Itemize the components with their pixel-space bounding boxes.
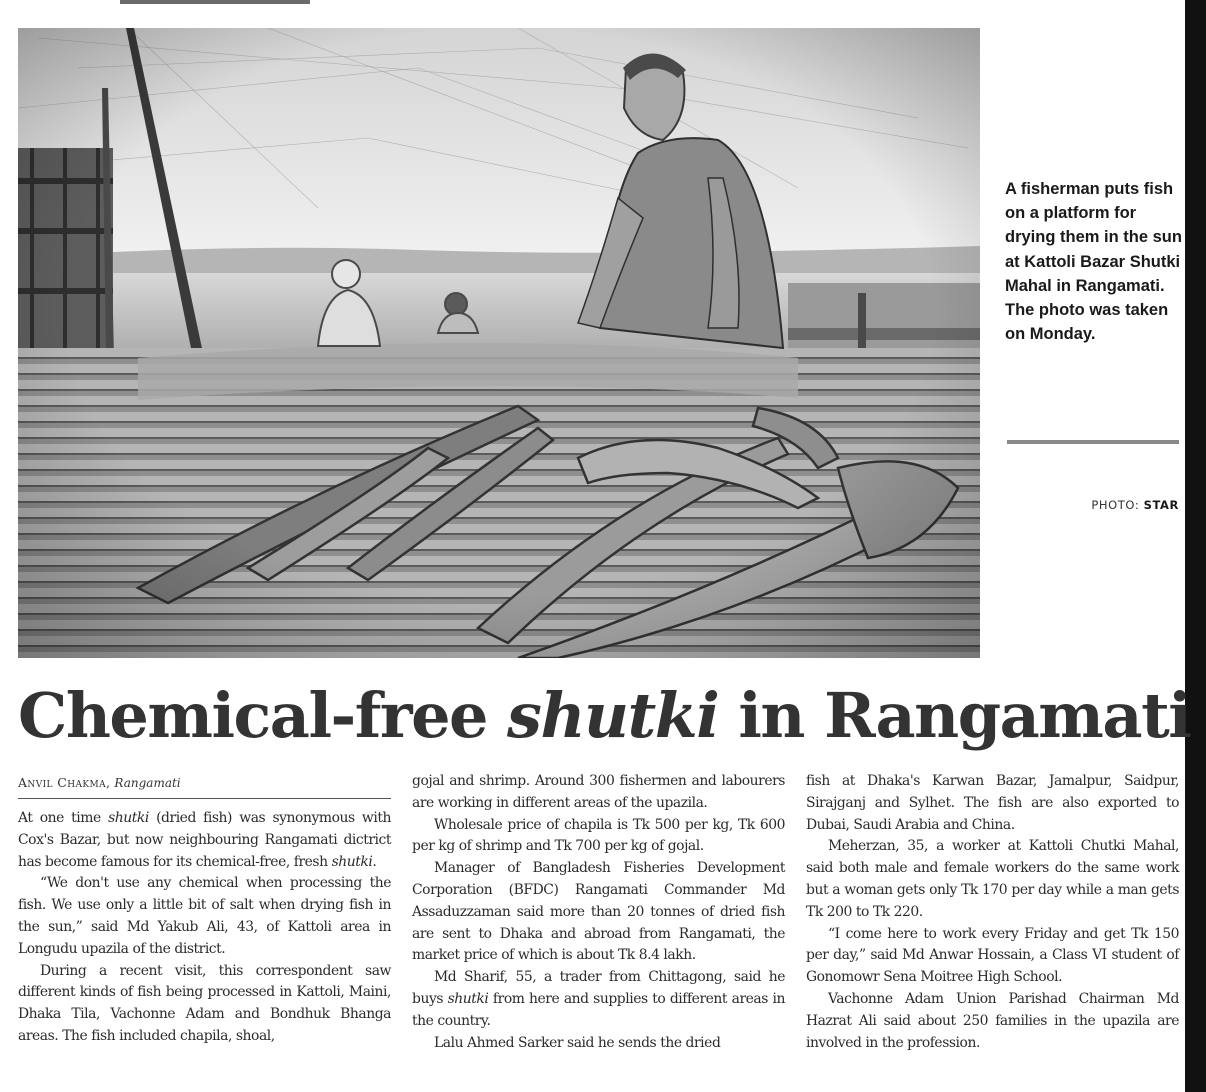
headline-part-2: in Rangamati [718, 679, 1191, 752]
text-run: At one time [18, 810, 109, 826]
byline-location: Rangamati [114, 776, 181, 790]
headline-part-1: Chemical-free [18, 679, 508, 752]
caption-divider [1007, 440, 1179, 444]
top-strip [120, 0, 310, 4]
text-run: from here and supplies to different areas in the country. [412, 990, 785, 1029]
paragraph: Wholesale price of chapila is Tk 500 per kg, Tk 600 per kg of shrimp and Tk 700 per kg of gojal. [412, 816, 785, 855]
photo-credit [1000, 498, 1179, 512]
paragraph: “I come here to work every Friday and get Tk 150 per day,” said Md Anwar Hossain, a Class VI student of Gonomowr Sena Moitree High School. [806, 925, 1179, 986]
news-photo [18, 28, 980, 658]
byline-author: Anvil Chakma, [18, 775, 111, 790]
byline [18, 775, 390, 790]
headline [18, 676, 1191, 756]
paragraph: Lalu Ahmed Sarker said he sends the dried [434, 1034, 721, 1051]
article-column-1 [18, 808, 391, 1048]
photo-credit-label: PHOTO: [1091, 498, 1140, 512]
headline-italic: shutki [507, 679, 719, 752]
photo-credit-source: STAR [1143, 498, 1179, 512]
article-column-2 [412, 771, 785, 1054]
paragraph: gojal and shrimp. Around 300 fishermen and labourers are working in different areas of the upazila. [412, 773, 785, 811]
italic-term: shutki [447, 990, 489, 1007]
paragraph: “We don't use any chemical when processing the fish. We use only a little bit of salt when drying fish in the sun,” said Md Yakub Ali, 43, of Kattoli area in Longudu upazila of the district. [18, 875, 391, 957]
italic-term: shutki [331, 853, 373, 870]
italic-term: shutki [108, 810, 149, 826]
paragraph: During a recent visit, this correspondent saw different kinds of fish being processed in Kattoli, Maini, Dhaka Tila, Vachonne Adam and Bondhuk Bhanga areas. The fish included chapila, shoal, [18, 962, 391, 1044]
text-run: (dried fish) was synonymous with Cox's Bazar, but now neighbouring Rangamati dictrict has become famous for its chemical-free, fresh [18, 810, 391, 870]
page-edge-shadow [1185, 0, 1206, 1092]
paragraph: Manager of Bangladesh Fisheries Development Corporation (BFDC) Rangamati Commander Md Assaduzzaman said more than 20 tonnes of dried fish are sent to Dhaka and abroad from Rangamati, the market price of which is about Tk 8.4 lakh. [412, 860, 785, 964]
byline-divider [18, 798, 391, 799]
paragraph: Vachonne Adam Union Parishad Chairman Md Hazrat Ali said about 250 families in the upazila are involved in the profession. [806, 990, 1179, 1051]
paragraph [18, 808, 391, 873]
text-run: Md Sharif, 55, a trader from Chittagong, said he buys [412, 969, 785, 1007]
article-column-3 [806, 771, 1179, 1054]
text-run: . [372, 853, 377, 870]
paragraph: fish at Dhaka's Karwan Bazar, Jamalpur, Saidpur, Sirajganj and Sylhet. The fish are also exported to Dubai, Saudi Arabia and China. [806, 773, 1179, 833]
paragraph [412, 967, 785, 1032]
paragraph: Meherzan, 35, a worker at Kattoli Chutki Mahal, said both male and female workers do the same work but a woman gets only Tk 170 per day while a man gets Tk 200 to Tk 220. [806, 838, 1179, 920]
photo-caption: A fisherman puts fish on a platform for drying them in the sun at Kattoli Bazar Shutki Mahal in Rangamati. The photo was taken on Monday. [1005, 180, 1182, 344]
